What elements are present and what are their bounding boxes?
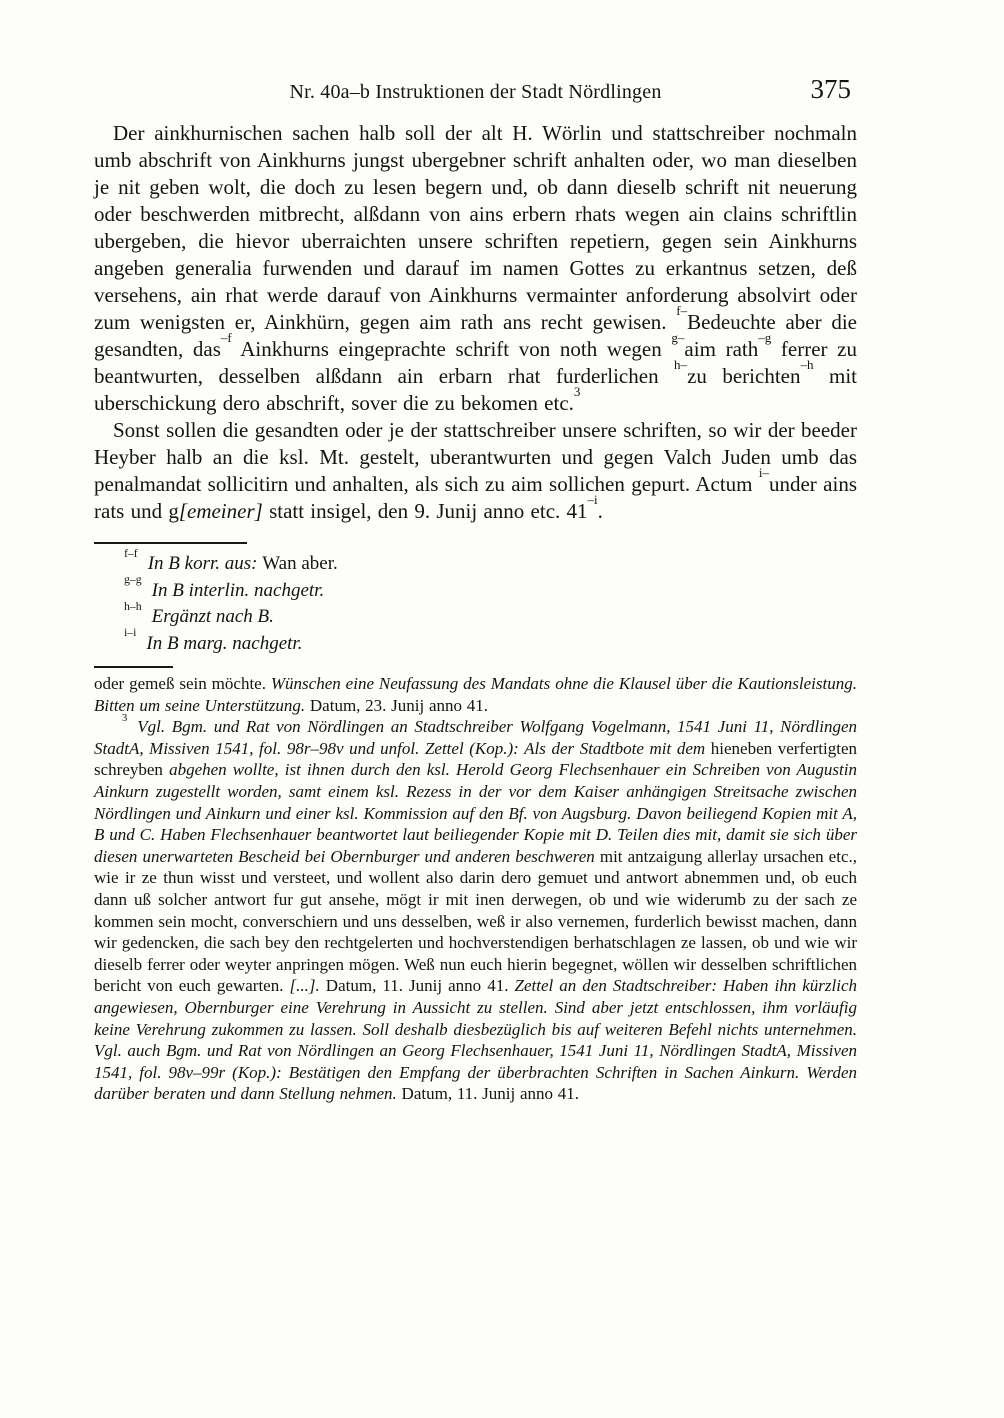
text-segment: mit antzaigung allerlay ursachen etc., wie ir ze thun wisst und versteet, und wollent also darin dero gemuet und antwort abnemmen und, ob euch dann uß solcher antwort fur gut ansehe, mögt ir mit inen derwegen, ob und wie widerumb zu der sach ze kommen sein mocht, converschiern und uns desselben, weß ir also vernemen, furderlich bewisst machen, dann wir gedencken, die sach bey den rechtgelerten und hochverstendigen berhatschlagen ze lassen, ob und wie wir dieselb ferrer oder weyter anpringen mögen. Weß nun euch hierin begegnet, wöllen wir desselben schriftlichen bericht von euch gewarten. (94, 846, 857, 996)
text-block (94, 74, 858, 1105)
text-segment: under ains rats und g (94, 472, 857, 523)
superscript-note-reference: –i (587, 492, 598, 508)
superscript-note-reference: g– (671, 330, 685, 346)
italic-text-segment: Vgl. Bgm. und Rat von Nördlingen an Stadtschreiber Wolfgang Vogelmann, 1541 Juni 11, Nördlingen StadtA, Missiven 1541, fol. 98r–98v und unfol. Zettel (Kop.): Als der Stadtbote mit dem (94, 717, 857, 758)
italic-text-segment: Wünschen eine Neufassung des Mandats ohne die Klausel über die Kautionsleistung. Bitten um seine Unterstützung. (94, 674, 857, 715)
page-header (94, 74, 857, 108)
apparatus-entry-f (94, 546, 857, 578)
footnote-continuation (94, 673, 857, 716)
superscript-note-reference: –f (220, 330, 232, 346)
critical-apparatus (94, 546, 857, 657)
text-segment: zu berichten (687, 364, 801, 388)
page-number: 375 (810, 74, 851, 104)
superscript-note-reference: f– (676, 303, 688, 319)
superscript-note-reference: h– (674, 357, 688, 373)
text-segment: Sonst sollen die gesandten oder je der stattschreiber unsere schriften, so wir der beeder Heyber halb an die ksl. Mt. gestelt, uberantwurten und gegen Valch Juden umb das penalmandat sollicitirn und anhalten, als sich zu aim sollichen gepurt. Actum (94, 418, 857, 496)
italic-text-segment: Zettel an den Stadtschreiber: Haben ihn kürzlich angewiesen, Obernburger eine Verehrung in Aussicht zu stellen. Sind aber jetzt entschlossen, ihm vorläufig keine Verehrung zukommen zu lassen. Soll deshalb diesbezüglich bis auf weiteren Befehl nichts unternehmen. Vgl. auch Bgm. und Rat von Nördlingen an Georg Flechsenhauer, 1541 Juni 11, Nördlingen StadtA, Missiven 1541, fol. 98v–99r (Kop.): Bestätigen den Empfang der überbrachten Schriften in Sachen Ainkurn. Werden darüber beraten und dann Stellung nehmen. (94, 976, 858, 1104)
text-segment: Wan aber. (262, 553, 338, 574)
superscript-note-reference: –h (800, 357, 814, 373)
text-segment: mit uberschickung dero abschrift, sover die zu bekomen etc. (94, 364, 857, 415)
text-segment: oder gemeß sein möchte. (94, 674, 271, 693)
text-segment: Ainkhurns eingeprachte schrift von noth wegen (231, 337, 672, 361)
superscript-note-reference: –g (758, 330, 772, 346)
italic-text-segment: In B interlin. nachgetr. (151, 579, 325, 601)
text-segment: Datum, 11. Junij anno 41. (325, 976, 515, 996)
text-segment: Datum, 11. Junij anno 41. (401, 1084, 580, 1104)
main-text (94, 120, 857, 525)
apparatus-separator-rule (94, 542, 247, 544)
text-segment: Der ainkhurnischen sachen halb soll der alt H. Wörlin und stattschreiber nochmaln umb abschrift von Ainkhurns jungst ubergebner schrift anhalten oder, wo man dieselben je nit geben wolt, die doch zu lesen begern und, ob dann dieselb schrift nit neuerung oder beschwerden mitbrecht, alßdann von ains erbern rhats wegen ain clains schriftlin ubergeben, die hievor uberraichten unsere schriften repetiern, gegen sein Ainkhurns angeben generalia furwenden und darauf im namen Gottes zu erkantnus setzen, deß versehens, ain rhat werde darauf von Ainkhurns vermainter anforderung absolvirt oder zum wenigsten er, Ainkhürn, gegen aim rath ans recht gewisen. (94, 121, 857, 334)
text-segment: . (597, 499, 603, 523)
superscript-note-reference: i– (758, 465, 769, 481)
apparatus-entry-h (94, 599, 857, 631)
italic-text-segment: abgehen wollte, ist ihnen durch den ksl. Herold Georg Flechsenhauer ein Schreiben von Augustin Ainkurn zugestellt worden, samt einem ksl. Rezess in der vor dem Kaiser anhängigen Streitsache zwischen Nördlingen und Ainkurn und einer ksl. Kommission auf den Bf. von Augsburg. Davon beiliegend Kopien mit A, B und C. Haben Flechsenhauer beantwortet laut beiliegender Kopie mit D. Teilen dies mit, damit sie sich über diesen unerwarteten Bescheid bei Obernburger und anderen beschweren (94, 760, 857, 866)
running-title: Nr. 40a–b Instruktionen der Stadt Nördlingen (289, 81, 662, 103)
footnote-separator-rule (94, 666, 173, 668)
footnote-3 (94, 712, 858, 1105)
text-segment: Bedeuchte aber die gesandten, das (94, 310, 857, 361)
text-segment: hieneben verfertigten schreyben (94, 738, 857, 780)
italic-text-segment: Ergänzt nach B. (151, 606, 274, 627)
body-paragraph-2 (94, 417, 857, 525)
note-marker: h–h (124, 599, 142, 613)
body-paragraph-1 (94, 120, 857, 417)
text-segment: aim rath (684, 337, 759, 361)
apparatus-entry-g (94, 573, 857, 605)
note-marker: f–f (124, 546, 138, 560)
note-marker: g–g (124, 573, 142, 587)
apparatus-entry-i (94, 626, 857, 658)
superscript-note-reference: 3 (573, 384, 581, 400)
note-marker: 3 (122, 712, 128, 724)
italic-text-segment: In B marg. nachgetr. (146, 632, 303, 654)
note-marker: i–i (124, 626, 137, 640)
footnotes (94, 673, 857, 1105)
italic-text-segment: In B korr. aus: (147, 553, 263, 574)
text-segment: statt insigel, den 9. Junij anno etc. 41 (262, 499, 588, 523)
text-segment: Datum, 23. Junij anno 41. (309, 695, 489, 715)
italic-text-segment: [...]. (289, 976, 326, 996)
italic-text-segment: [emeiner] (178, 499, 263, 523)
text-segment: ferrer zu beantwurten, desselben alßdann ain erbarn rhat furderlichen (94, 337, 858, 388)
